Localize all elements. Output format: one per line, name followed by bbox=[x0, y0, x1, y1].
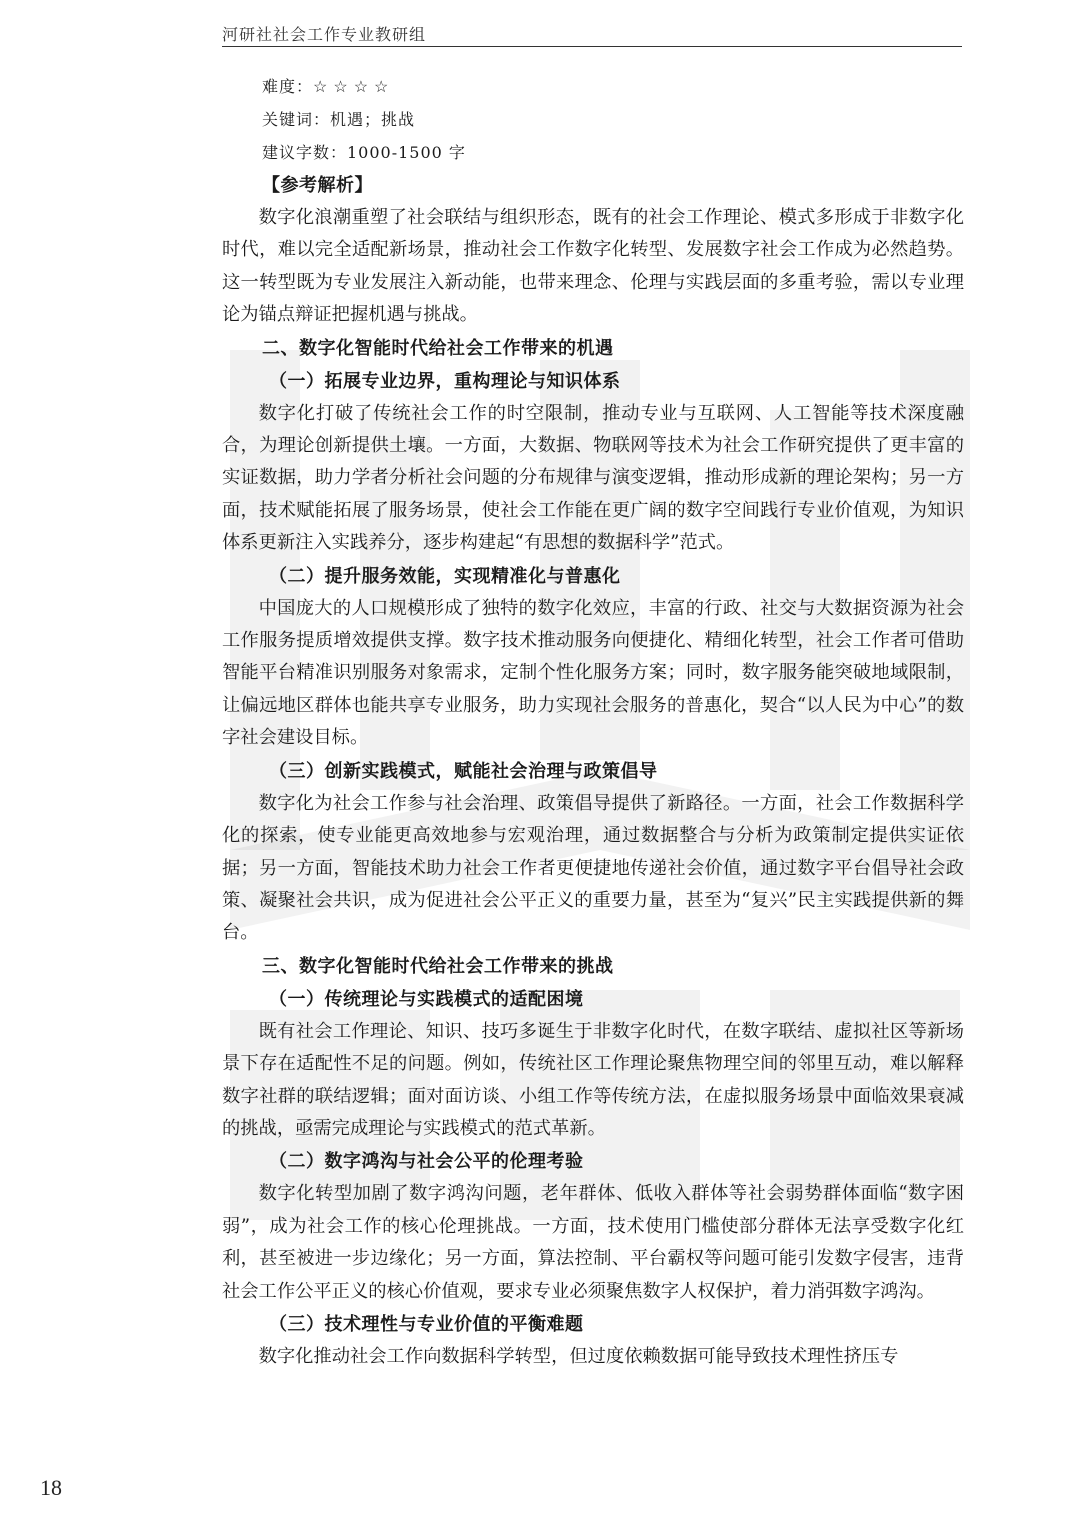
subsection-heading: （三）技术理性与专业价值的平衡难题 bbox=[269, 1313, 584, 1335]
subsection-heading: （二）提升服务效能，实现精准化与普惠化 bbox=[269, 565, 621, 587]
subsection-heading: （一）拓展专业边界，重构理论与知识体系 bbox=[269, 370, 621, 392]
subsection-heading: （二）数字鸿沟与社会公平的伦理考验 bbox=[269, 1151, 584, 1173]
header-divider bbox=[222, 46, 962, 47]
subsection-heading: （一）传统理论与实践模式的适配困境 bbox=[269, 988, 584, 1010]
section-heading-reference: 【参考解析】 bbox=[262, 175, 373, 196]
difficulty-label: 难度： bbox=[262, 77, 314, 96]
running-header: 河研社社会工作专业教研组 bbox=[222, 25, 427, 44]
word-count-line: 建议字数：1000-1500 字 bbox=[262, 143, 466, 162]
difficulty-stars: ☆☆☆☆ bbox=[313, 77, 395, 96]
keywords-line: 关键词：机遇；挑战 bbox=[262, 110, 416, 129]
body-paragraph: 数字化推动社会工作向数据科学转型，但过度依赖数据可能导致技术理性挤压专 bbox=[258, 1345, 899, 1367]
difficulty-line bbox=[222, 70, 964, 103]
body-paragraph: 数字化打破了传统社会工作的时空限制，推动专业与互联网、人工智能等技术深度融合，为理论创新提供土壤。一方面，大数据、物联网等技术为社会工作研究提供了更丰富的实证数据，助力学者分析社会问题的分布规律与演变逻辑，推动形成新的理论架构；另一方面，技术赋能拓展了服务场景，使社会工作能在更广阔的数字空间践行专业价值观，为知识体系更新注入实践养分，逐步构建起“有思想的数据科学”范式。 bbox=[222, 402, 964, 554]
body-paragraph: 数字化为社会工作参与社会治理、政策倡导提供了新路径。一方面，社会工作数据科学化的探索，使专业能更高效地参与宏观治理，通过数据整合与分析为政策制定提供实证依据；另一方面，智能技术助力社会工作者更便捷地传递社会价值，通过数字平台倡导社会政策、凝聚社会共识，成为促进社会公平正义的重要力量，甚至为“复兴”民主实践提供新的舞台。 bbox=[222, 792, 964, 944]
body-paragraph: 数字化转型加剧了数字鸿沟问题，老年群体、低收入群体等社会弱势群体面临“数字困弱”，成为社会工作的核心伦理挑战。一方面，技术使用门槛使部分群体无法享受数字化红利，甚至被进一步边缘化；另一方面，算法控制、平台霸权等问题可能引发数字侵害，违背社会工作公平正义的核心价值观，要求专业必须聚焦数字人权保护，着力消弭数字鸿沟。 bbox=[222, 1183, 964, 1302]
section-heading: 三、数字化智能时代给社会工作带来的挑战 bbox=[262, 955, 614, 977]
subsection-heading: （三）创新实践模式，赋能社会治理与政策倡导 bbox=[269, 760, 658, 782]
body-paragraph: 既有社会工作理论、知识、技巧多诞生于非数字化时代，在数字联结、虚拟社区等新场景下存在适配性不足的问题。例如，传统社区工作理论聚焦物理空间的邻里互动，难以解释数字社群的联结逻辑；面对面访谈、小组工作等传统方法，在虚拟服务场景中面临效果衰减的挑战，亟需完成理论与实践模式的范式革新。 bbox=[222, 1020, 964, 1139]
section-heading: 二、数字化智能时代给社会工作带来的机遇 bbox=[262, 337, 614, 359]
page-number: 18 bbox=[40, 1475, 62, 1500]
body-paragraph: 中国庞大的人口规模形成了独特的数字化效应，丰富的行政、社交与大数据资源为社会工作服务提质增效提供支撑。数字技术推动服务向便捷化、精细化转型，社会工作者可借助智能平台精准识别服务对象需求，定制个性化服务方案；同时，数字服务能突破地域限制，让偏远地区群体也能共享专业服务，助力实现社会服务的普惠化，契合“以人民为中心”的数字社会建设目标。 bbox=[222, 597, 964, 749]
body-paragraph: 数字化浪潮重塑了社会联结与组织形态，既有的社会工作理论、模式多形成于非数字化时代，难以完全适配新场景，推动社会工作数字化转型、发展数字社会工作成为必然趋势。这一转型既为专业发展注入新动能，也带来理念、伦理与实践层面的多重考验，需以专业理论为锚点辩证把握机遇与挑战。 bbox=[222, 207, 964, 326]
article-body bbox=[222, 70, 964, 1373]
